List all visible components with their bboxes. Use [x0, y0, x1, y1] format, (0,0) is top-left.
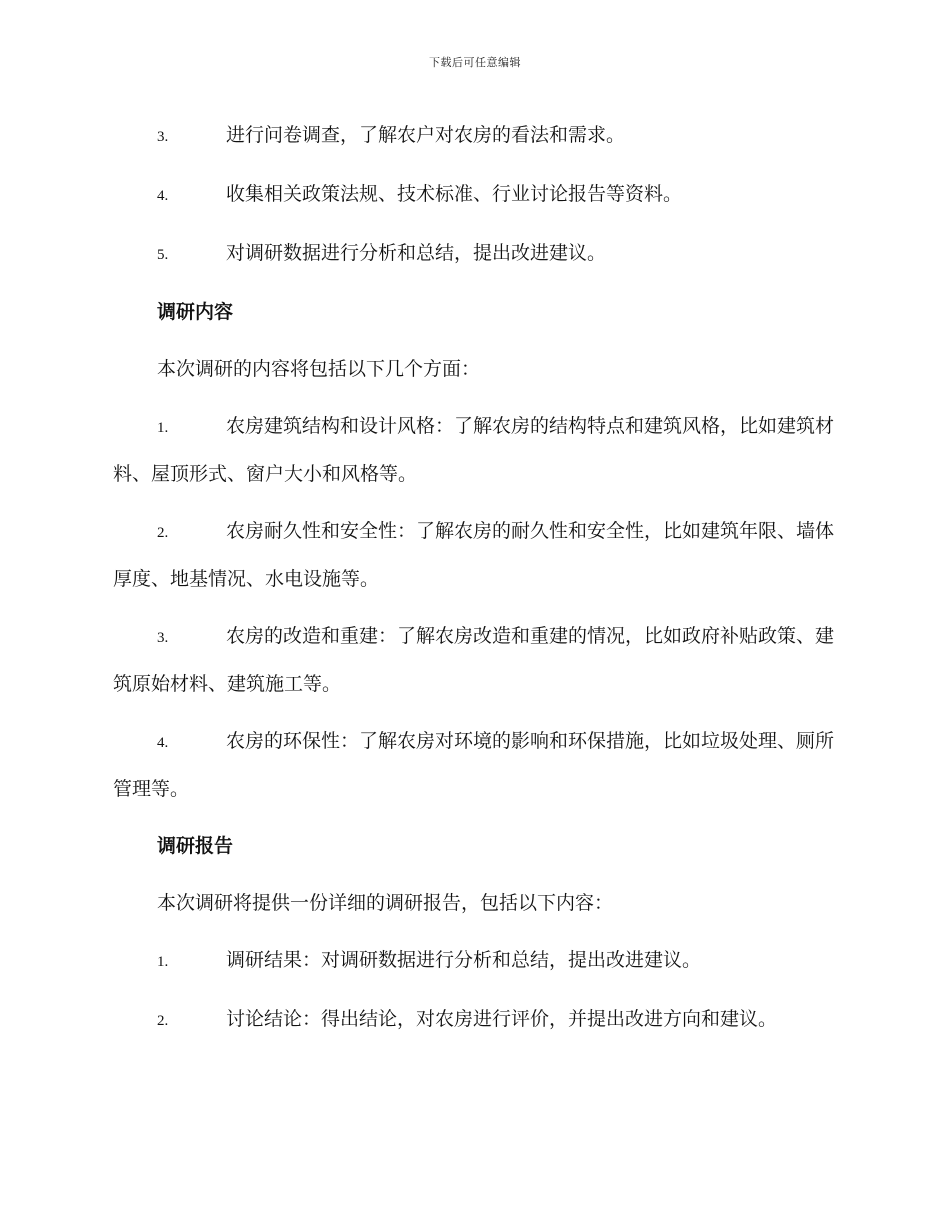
section-heading-research-content: 调研内容 [157, 301, 234, 323]
list-item [113, 508, 835, 602]
list-text: 对调研数据进行分析和总结，提出改进建议。 [226, 242, 607, 264]
list-number: 4. [157, 735, 169, 751]
section-heading-research-report: 调研报告 [157, 835, 234, 857]
list-number: 1. [157, 954, 169, 970]
list-number: 2. [157, 1013, 169, 1029]
list-text: 进行问卷调查，了解农户对农房的看法和需求。 [226, 124, 626, 146]
list-number: 5. [157, 247, 169, 263]
list-text: 讨论结论：得出结论，对农房进行评价，并提出改进方向和建议。 [226, 1008, 778, 1030]
list-text: 农房的改造和重建：了解农房改造和重建的情况，比如政府补贴政策、建筑原始材料、建筑施工等。 [113, 625, 835, 695]
list-number: 1. [157, 420, 169, 436]
list-number: 3. [157, 129, 169, 145]
list-item [113, 613, 835, 707]
list-text: 农房建筑结构和设计风格：了解农房的结构特点和建筑风格，比如建筑材料、屋顶形式、窗户大小和风格等。 [113, 415, 835, 485]
list-item [113, 996, 835, 1044]
list-text: 调研结果：对调研数据进行分析和总结，提出改进建议。 [226, 949, 702, 971]
list-item [113, 112, 835, 160]
paragraph: 本次调研的内容将包括以下几个方面： [157, 358, 481, 380]
list-number: 3. [157, 630, 169, 646]
list-text: 农房的环保性：了解农房对环境的影响和环保措施，比如垃圾处理、厕所管理等。 [113, 730, 835, 800]
list-item [113, 171, 835, 219]
list-item [113, 937, 835, 985]
page-header-note: 下载后可任意编辑 [429, 56, 521, 69]
list-text: 收集相关政策法规、技术标准、行业讨论报告等资料。 [226, 183, 683, 205]
list-item [113, 230, 835, 278]
list-number: 4. [157, 188, 169, 204]
list-item [113, 718, 835, 812]
paragraph: 本次调研将提供一份详细的调研报告，包括以下内容： [157, 892, 614, 914]
list-number: 2. [157, 525, 169, 541]
list-item [113, 403, 835, 497]
document-body [113, 112, 835, 1055]
list-text: 农房耐久性和安全性：了解农房的耐久性和安全性，比如建筑年限、墙体厚度、地基情况、水电设施等。 [113, 520, 835, 590]
